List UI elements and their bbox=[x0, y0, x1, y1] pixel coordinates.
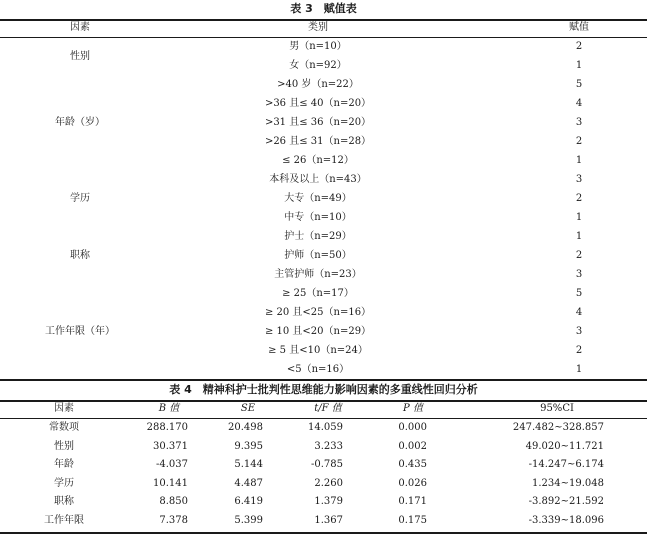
table3-bottom-rule bbox=[0, 379, 647, 381]
table4-ci-value: 49.020~11.721 bbox=[525, 440, 604, 452]
table3-category: 本科及以上（n=43） bbox=[269, 174, 367, 185]
table3-value: 3 bbox=[575, 326, 583, 337]
table3-factor: 职称 bbox=[70, 250, 90, 261]
table4-p-value: 0.175 bbox=[398, 514, 427, 526]
table3-value: 4 bbox=[575, 98, 583, 109]
table4-p-value: 0.002 bbox=[398, 440, 427, 452]
table4-se-value: 4.487 bbox=[234, 477, 263, 489]
table3-value: 5 bbox=[575, 288, 583, 299]
table4-p-value: 0.435 bbox=[398, 459, 427, 470]
table4-se-value: 9.395 bbox=[234, 440, 263, 452]
table3-category: 护士（n=29） bbox=[284, 231, 352, 242]
table3-category: >36 且≤ 40（n=20） bbox=[264, 98, 372, 109]
table4-header-rule bbox=[0, 418, 647, 419]
table3-value: 3 bbox=[575, 117, 583, 128]
table4-ci-value: 247.482~328.857 bbox=[512, 422, 604, 433]
table3-factor: 学历 bbox=[70, 193, 90, 204]
table4-factor: 学历 bbox=[54, 477, 74, 489]
table4-ci-value: -3.339~18.096 bbox=[528, 514, 604, 526]
table3-category: 中专（n=10） bbox=[284, 212, 352, 223]
table4-ci-value: -14.247~6.174 bbox=[528, 459, 604, 470]
table4-se-value: 6.419 bbox=[234, 496, 263, 507]
table3-category: 女（n=92） bbox=[289, 60, 347, 71]
table4-tf-value: 1.367 bbox=[314, 514, 343, 526]
table4-header-se: SE bbox=[240, 403, 256, 414]
table3-category: <5（n=16） bbox=[286, 364, 350, 375]
table4-se-value: 5.399 bbox=[234, 514, 263, 526]
table3-category: 主管护师（n=23） bbox=[274, 269, 362, 280]
table3-value: 2 bbox=[575, 193, 583, 204]
table4-tf-value: -0.785 bbox=[310, 459, 343, 470]
table4-title: 表 4 精神科护士批判性思维能力影响因素的多重线性回归分析 bbox=[169, 383, 478, 396]
table4-header-tf: t/F 值 bbox=[314, 403, 342, 414]
table3-value: 1 bbox=[575, 155, 583, 166]
table3-category: 护师（n=50） bbox=[284, 250, 352, 261]
table4-tf-value: 2.260 bbox=[314, 477, 343, 489]
table3-header-rule bbox=[0, 37, 647, 38]
table4-bottom-rule bbox=[0, 532, 647, 534]
table3-value: 1 bbox=[575, 212, 583, 223]
table4-p-value: 0.171 bbox=[398, 496, 427, 507]
table4-tf-value: 1.379 bbox=[314, 496, 343, 507]
table3-value: 3 bbox=[575, 269, 583, 280]
table4-tf-value: 14.059 bbox=[308, 422, 343, 433]
table3-category: >40 岁（n=22） bbox=[277, 79, 359, 90]
table4-se-value: 20.498 bbox=[228, 422, 263, 433]
table4-se-value: 5.144 bbox=[234, 459, 263, 470]
table3-category: >26 且≤ 31（n=28） bbox=[264, 136, 372, 147]
table3-header-category: 类别 bbox=[308, 22, 328, 33]
table3-value: 4 bbox=[575, 307, 583, 318]
table3-header-value: 赋值 bbox=[569, 22, 589, 33]
table4-factor: 工作年限 bbox=[44, 514, 84, 526]
table3-value: 2 bbox=[575, 250, 583, 261]
table3-value: 1 bbox=[575, 60, 583, 71]
table4-b-value: 288.170 bbox=[146, 422, 188, 433]
table4-tf-value: 3.233 bbox=[314, 440, 343, 452]
table3-category: ≥ 25（n=17） bbox=[282, 288, 354, 299]
table3-factor: 年龄（岁） bbox=[55, 117, 105, 128]
table4-b-value: 7.378 bbox=[159, 514, 188, 526]
table3-category: ≥ 10 且<20（n=29） bbox=[264, 326, 372, 337]
table3-factor: 性别 bbox=[70, 50, 90, 62]
table3-value: 2 bbox=[575, 41, 583, 52]
table3-value: 5 bbox=[575, 79, 583, 90]
table4-p-value: 0.000 bbox=[398, 422, 427, 433]
table4-factor: 常数项 bbox=[49, 422, 79, 433]
table3-category: ≥ 5 且<10（n=24） bbox=[268, 345, 368, 356]
table4-header-ci: 95%CI bbox=[540, 403, 574, 414]
table4-b-value: 30.371 bbox=[153, 440, 188, 452]
table4-header-factor: 因素 bbox=[54, 403, 74, 414]
table4-p-value: 0.026 bbox=[398, 477, 427, 489]
table3-category: >31 且≤ 36（n=20） bbox=[264, 117, 372, 128]
table3-value: 3 bbox=[575, 174, 583, 185]
table4-header-b: B 值 bbox=[158, 403, 180, 414]
table4-header-p: P 值 bbox=[403, 403, 423, 414]
table3-value: 1 bbox=[575, 364, 583, 375]
table3-category: 大专（n=49） bbox=[284, 193, 352, 204]
table4-b-value: 10.141 bbox=[153, 477, 188, 489]
table4-factor: 职称 bbox=[54, 496, 74, 507]
table4-ci-value: 1.234~19.048 bbox=[532, 477, 604, 489]
table4-ci-value: -3.892~21.592 bbox=[528, 496, 604, 507]
table3-title: 表 3 赋值表 bbox=[290, 2, 357, 15]
table3-value: 2 bbox=[575, 136, 583, 147]
table3-category: ≤ 26（n=12） bbox=[282, 155, 354, 166]
table3-category: 男（n=10） bbox=[289, 41, 347, 52]
table3-header-factor: 因素 bbox=[70, 22, 90, 33]
table4-factor: 年龄 bbox=[54, 459, 74, 470]
table3-category: ≥ 20 且<25（n=16） bbox=[264, 307, 372, 318]
table3-value: 2 bbox=[575, 345, 583, 356]
table4-factor: 性别 bbox=[54, 440, 74, 452]
table3-value: 1 bbox=[575, 231, 583, 242]
table3-factor: 工作年限（年） bbox=[45, 326, 115, 337]
table4-b-value: -4.037 bbox=[155, 459, 188, 470]
table4-b-value: 8.850 bbox=[159, 496, 188, 507]
